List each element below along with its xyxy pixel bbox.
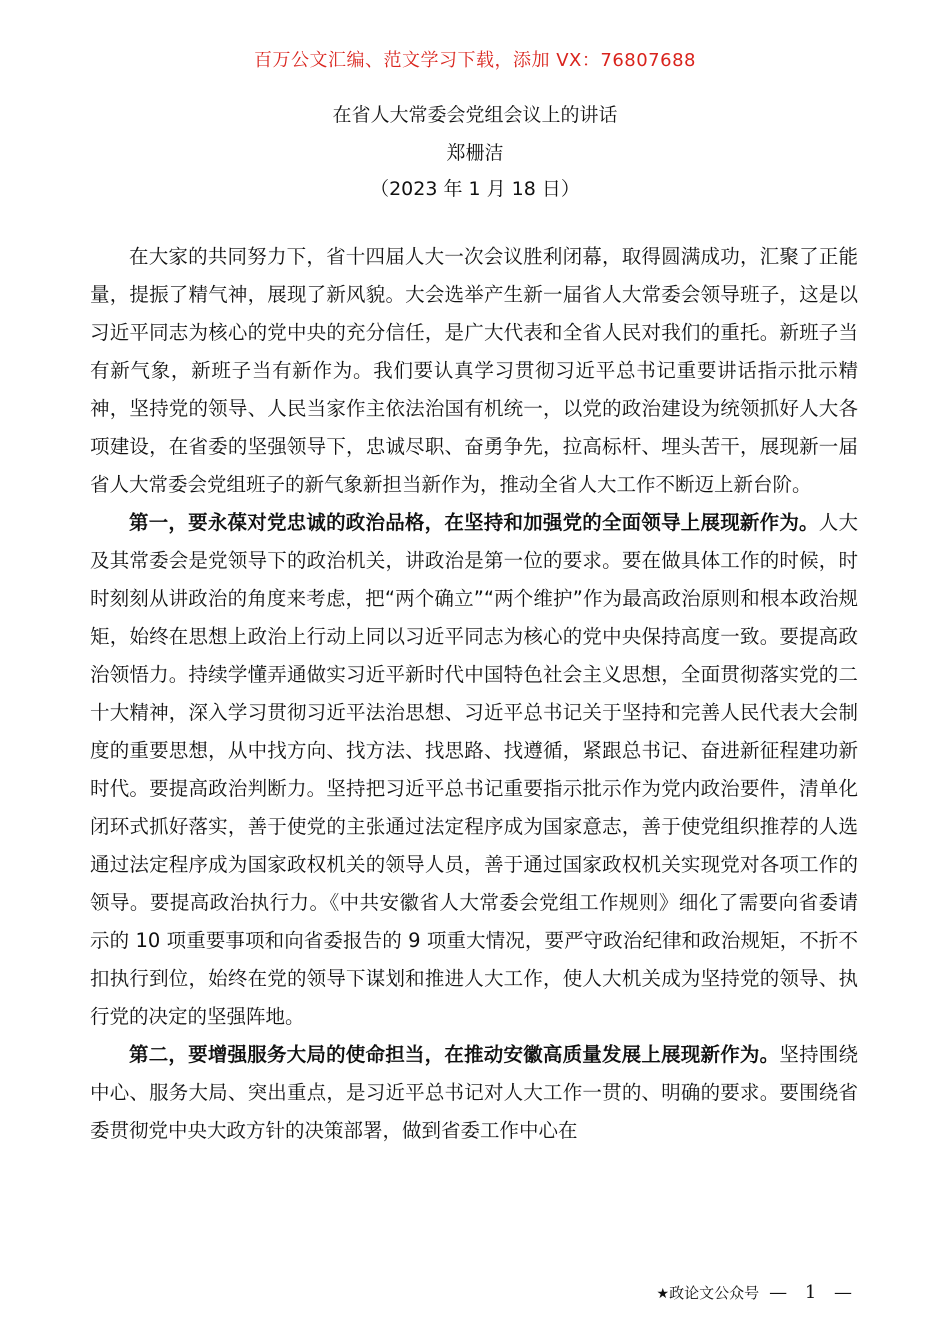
paragraph-intro	[90, 238, 858, 504]
document-date: （2023 年 1 月 18 日）	[370, 178, 580, 200]
page-footer	[657, 1282, 858, 1303]
page-number: — 1 —	[769, 1282, 858, 1303]
paragraph-first	[90, 504, 858, 1036]
footer-source: 政论文公众号	[669, 1284, 760, 1302]
paragraph-text: 人大及其常委会是党领导下的政治机关，讲政治是第一位的要求。要在做具体工作的时候，时时刻刻从讲政治的角度来考虑，把“两个确立”“两个维护”作为最高政治原则和根本政治规矩，始终在思想上政治上行动上同以习近平同志为核心的党中央保持高度一致。要提高政治领悟力。持续学懂弄通做实习近平新时代中国特色社会主义思想，全面贯彻落实党的二十大精神，深入学习贯彻习近平法治思想、习近平总书记关于坚持和完善人民代表大会制度的重要思想，从中找方向、找方法、找思路、找遵循，紧跟总书记、奋进新征程建功新时代。要提高政治判断力。坚持把习近平总书记重要指示批示作为党内政治要件，清单化闭环式抓好落实，善于使党的主张通过法定程序成为国家意志，善于使党组织推荐的人选通过法定程序成为国家政权机关的领导人员，善于通过国家政权机关实现党对各项工作的领导。要提高政治执行力。《中共安徽省人大常委会党组工作规则》细化了需要向省委请示的 10 项重要事项和向省委报告的 9 项重大情况，要严守政治纪律和政治规矩，不折不扣执行到位，始终在党的领导下谋划和推进人大工作，使人大机关成为坚持党的领导、执行党的决定的坚强阵地。	[90, 511, 858, 1028]
star-icon: ★	[656, 1286, 670, 1302]
paragraph-text: 在大家的共同努力下，省十四届人大一次会议胜利闭幕，取得圆满成功，汇聚了正能量，提振了精气神，展现了新风貌。大会选举产生新一届省人大常委会领导班子，这是以习近平同志为核心的党中央的充分信任，是广大代表和全省人民对我们的重托。新班子当有新气象，新班子当有新作为。我们要认真学习贯彻习近平总书记重要讲话指示批示精神，坚持党的领导、人民当家作主依法治国有机统一，以党的政治建设为统领抓好人大各项建设，在省委的坚强领导下，忠诚尽职、奋勇争先，拉高标杆、埋头苦干，展现新一届省人大常委会党组班子的新气象新担当新作为，推动全省人大工作不断迈上新台阶。	[90, 245, 858, 496]
document-title: 在省人大常委会党组会议上的讲话	[332, 104, 618, 126]
document-body	[90, 238, 858, 1150]
paragraph-lead: 第一，要永葆对党忠诚的政治品格，在坚持和加强党的全面领导上展现新作为。	[129, 511, 819, 534]
promo-banner: 百万公文汇编、范文学习下载，添加 VX：76807688	[254, 50, 696, 71]
footer-label	[657, 1282, 760, 1303]
paragraph-lead: 第二，要增强服务大局的使命担当，在推动安徽高质量发展上展现新作为。	[129, 1043, 780, 1066]
document-author: 郑栅洁	[446, 142, 504, 164]
paragraph-text: 坚持围绕中心、服务大局、突出重点，是习近平总书记对人大工作一贯的、明确的要求。要围绕省委贯彻党中央大政方针的决策部署，做到省委工作中心在	[90, 1043, 858, 1142]
paragraph-second	[90, 1036, 858, 1150]
